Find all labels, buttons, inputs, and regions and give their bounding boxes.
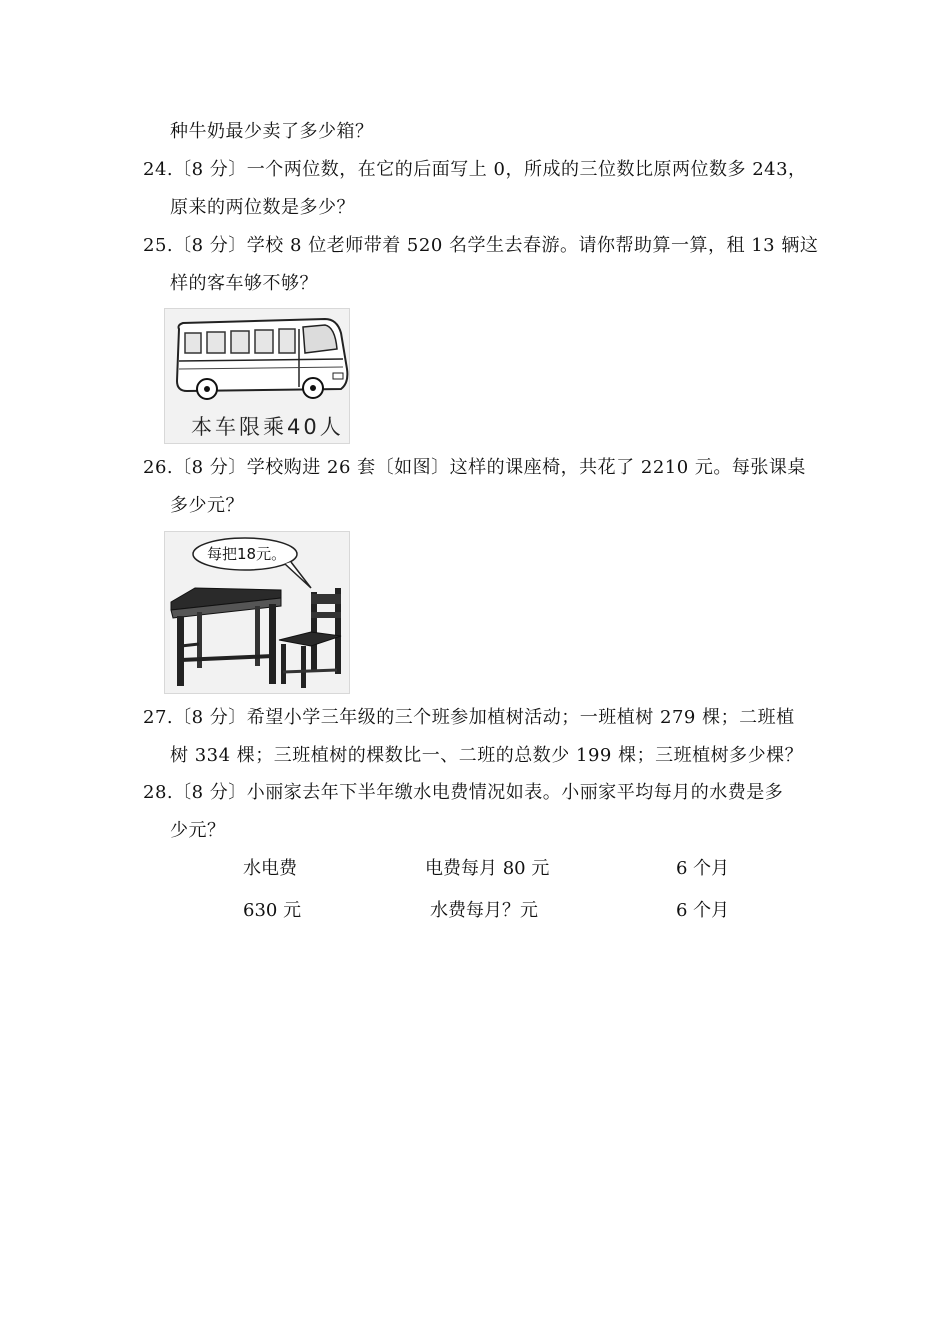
table-cell-r2c1: 630 元 <box>243 900 302 921</box>
q25-text-line1: 25.〔8 分〕学校 8 位老师带着 520 名学生去春游。请你帮助算一算，租 13 辆这 <box>143 235 819 256</box>
q24-text-line1: 24.〔8 分〕一个两位数，在它的后面写上 0，所成的三位数比原两位数多 243， <box>143 159 807 180</box>
table-cell-r1c3: 6 个月 <box>676 858 730 879</box>
table-cell-r2c3: 6 个月 <box>676 900 730 921</box>
q28-text-line1: 28.〔8 分〕小丽家去年下半年缴水电费情况如表。小丽家平均每月的水费是多 <box>143 782 784 803</box>
q24-text-line2: 原来的两位数是多少？ <box>170 197 355 218</box>
table-cell-r1c2: 电费每月 80 元 <box>425 858 550 879</box>
q27-text-line1: 27.〔8 分〕希望小学三年级的三个班参加植树活动；一班植树 279 棵；二班植 <box>143 707 795 728</box>
q25-text-line2: 样的客车够不够？ <box>170 273 318 294</box>
table-cell-r2c2: 水费每月？元 <box>430 900 538 921</box>
q23-continuation: 种牛奶最少卖了多少箱？ <box>170 121 374 142</box>
q26-text-line1: 26.〔8 分〕学校购进 26 套〔如图〕这样的课座椅，共花了 2210 元。每张课桌 <box>143 457 806 478</box>
bus-icon <box>165 309 350 409</box>
q26-text-line2: 多少元？ <box>170 495 244 516</box>
bus-figure <box>164 308 350 444</box>
q28-text-line2: 少元？ <box>170 820 226 841</box>
price-speech-bubble: 每把18元。 <box>207 545 287 563</box>
table-cell-r1c1: 水电费 <box>243 858 297 879</box>
q27-text-line2: 树 334 棵；三班植树的棵数比一、二班的总数少 199 棵；三班植树多少棵？ <box>170 745 804 766</box>
desk-chair-figure <box>164 531 350 694</box>
bus-capacity-caption: 本车限乘40人 <box>191 415 344 439</box>
